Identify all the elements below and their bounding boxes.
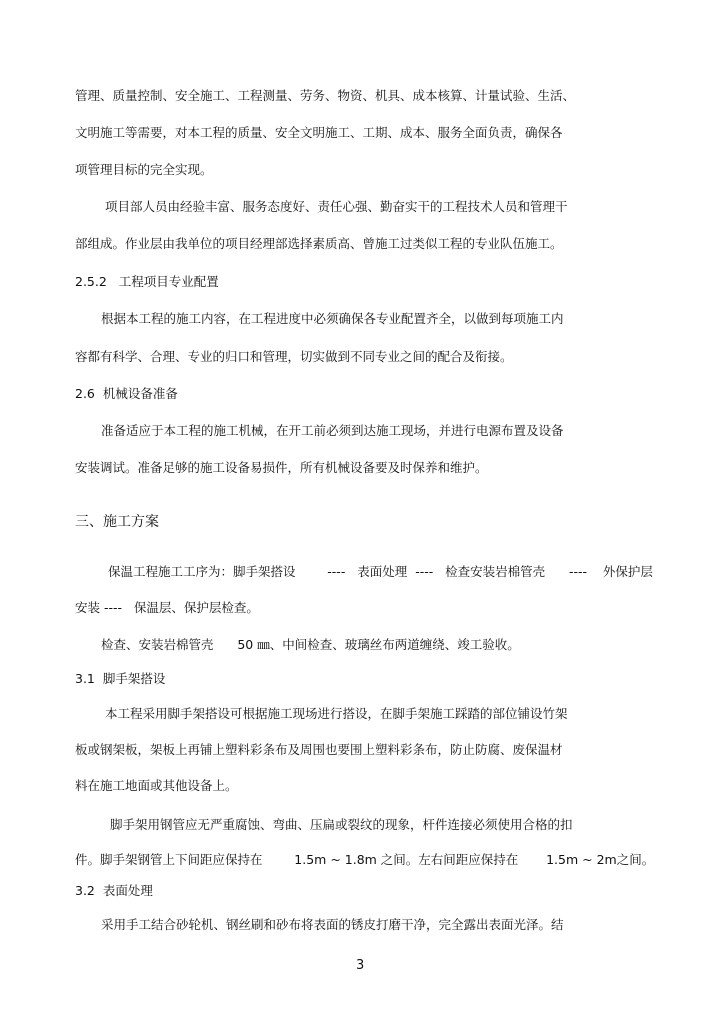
- chapter-heading: 三、施工方案: [75, 514, 159, 530]
- paragraph-line: 容都有科学、合理、专业的归口和管理，切实做到不同专业之间的配合及衔接。: [75, 349, 513, 364]
- paragraph-line: 保温工程施工工序为：脚手架搭设 ---- 表面处理 ---- 检查安装岩棉管壳 ---- 外保护层: [108, 564, 653, 579]
- section-heading: 3.2 表面处理: [75, 883, 153, 898]
- paragraph-line: 文明施工等需要，对本工程的质量、安全文明施工、工期、成本、服务全面负责，确保各: [75, 125, 563, 140]
- section-heading: 2.5.2 工程项目专业配置: [75, 274, 219, 289]
- page-number: 3: [356, 958, 365, 973]
- paragraph-line: 件。脚手架钢管上下间距应保持在 1.5m ~ 1.8m 之间。左右间距应保持在 1.5m ~ 2m之间。: [75, 852, 655, 867]
- paragraph-line: 根据本工程的施工内容，在工程进度中必须确保各专业配置齐全，以做到每项施工内: [101, 311, 564, 326]
- paragraph-line: 采用手工结合砂轮机、钢丝刷和砂布将表面的锈皮打磨干净，完全露出表面光泽。结: [101, 917, 564, 932]
- paragraph-line: 安装调试。准备足够的施工设备易损件，所有机械设备要及时保养和维护。: [75, 460, 488, 475]
- paragraph-line: 脚手架用钢管应无严重腐蚀、弯曲、压扁或裂纹的现象，杆件连接必须使用合格的扣: [110, 817, 573, 832]
- paragraph-line: 项管理目标的完全实现。: [75, 162, 213, 177]
- paragraph-line: 板或钢架板，架板上再铺上塑料彩条布及周围也要围上塑料彩条布，防止防腐、废保温材: [75, 742, 563, 757]
- paragraph-line: 安装 ---- 保温层、保护层检查。: [75, 600, 259, 615]
- paragraph-line: 部组成。作业层由我单位的项目经理部选择素质高、曾施工过类似工程的专业队伍施工。: [75, 236, 563, 251]
- section-heading: 2.6 机械设备准备: [75, 386, 178, 401]
- paragraph-line: 本工程采用脚手架搭设可根据施工现场进行搭设，在脚手架施工踩踏的部位铺设竹架: [105, 706, 568, 721]
- paragraph-line: 项目部人员由经验丰富、服务态度好、责任心强、勤奋实干的工程技术人员和管理干: [105, 199, 568, 214]
- paragraph-line: 检查、安装岩棉管壳 50 ㎜、中间检查、玻璃丝布两道缠绕、竣工验收。: [101, 637, 520, 652]
- paragraph-line: 准备适应于本工程的施工机械，在开工前必须到达施工现场，并进行电源布置及设备: [101, 423, 564, 438]
- paragraph-line: 管理、质量控制、安全施工、工程测量、劳务、物资、机具、成本核算、计量试验、生活、: [75, 88, 576, 103]
- section-heading: 3.1 脚手架搭设: [75, 671, 166, 686]
- paragraph-line: 料在施工地面或其他设备上。: [75, 778, 238, 793]
